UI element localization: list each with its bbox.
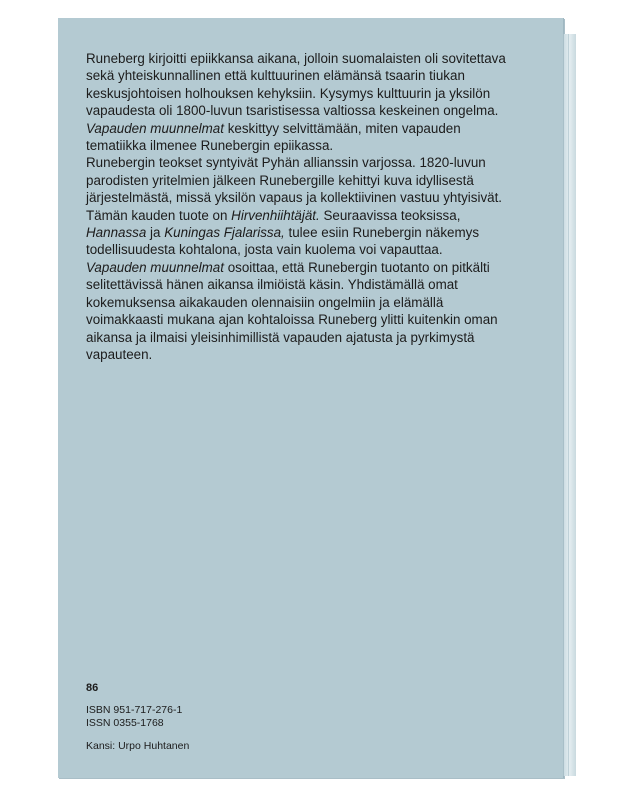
blurb-line: järjestelmästä, missä yksilön vapaus ja kollektiivinen vastuu yhtyisivät. <box>86 190 503 206</box>
book-spine-edge <box>563 34 576 776</box>
work-title: Kuningas Fjalarissa, <box>164 225 285 241</box>
blurb-line: vapaudesta oli 1800-luvun tsaristisessa valtiossa keskeinen ongelma. <box>86 103 499 119</box>
blurb-text: osoittaa, että Runebergin tuotanto on pitkälti <box>223 259 490 275</box>
isbn: ISBN 951-717-276-1 <box>86 704 183 716</box>
blurb-paragraph-1 <box>86 50 548 154</box>
blurb-paragraph-2 <box>86 154 548 363</box>
blurb-line: vapauteen. <box>86 346 153 362</box>
blurb-line: Runebergin teokset syntyivät Pyhän allianssin varjossa. 1820-luvun <box>86 155 486 171</box>
back-cover-blurb <box>86 50 548 363</box>
blurb-line: parodisten yritelmien jälkeen Runebergille kehittyi kuva idyllisestä <box>86 172 474 188</box>
blurb-line: todellisuudesta kohtalona, josta vain kuolema voi vapauttaa. <box>86 242 443 258</box>
work-title: Hannassa <box>86 225 147 241</box>
blurb-line: selitettävissä hänen aikansa ilmiöistä käsin. Yhdistämällä omat <box>86 277 458 293</box>
blurb-text: Seuraavissa teoksissa, <box>319 207 461 223</box>
blurb-text: ja <box>146 225 165 241</box>
blurb-line: tematiikka ilmenee Runebergin epiikassa. <box>86 138 334 154</box>
blurb-line <box>86 259 548 276</box>
blurb-line: keskusjohtoisen holhouksen kehyksiin. Kysymys kulttuurin ja yksilön <box>86 85 491 101</box>
blurb-text: Tämän kauden tuote on <box>86 207 232 223</box>
blurb-line <box>86 207 548 224</box>
blurb-line: Runeberg kirjoitti epiikkansa aikana, jolloin suomalaisten oli sovitettava <box>86 51 506 66</box>
blurb-text: tulee esiin Runebergin näkemys <box>284 225 480 241</box>
blurb-line <box>86 120 548 137</box>
blurb-line: voimakkaasti mukana ajan kohtaloissa Runeberg ylitti kuitenkin oman <box>86 312 498 328</box>
issn: ISSN 0355-1768 <box>86 717 164 729</box>
cover-credit: Kansi: Urpo Huhtanen <box>86 740 190 752</box>
series-number: 86 <box>86 682 99 694</box>
book-title: Vapauden muunnelmat <box>86 120 224 136</box>
blurb-line: sekä yhteiskunnallinen että kulttuurinen elämänsä tsaarin tiukan <box>86 68 465 84</box>
blurb-line: aikansa ja ilmaisi yleisinhimillistä vapauden ajatusta ja pyrkimystä <box>86 329 475 345</box>
blurb-text: keskittyy selvittämään, miten vapauden <box>223 120 461 136</box>
book-title: Vapauden muunnelmat <box>86 259 224 275</box>
blurb-line: kokemuksensa aikakauden olennaisiin ongelmiin ja elämällä <box>86 294 444 310</box>
work-title: Hirvenhiihtäjät. <box>231 207 320 223</box>
blurb-line <box>86 224 548 241</box>
spine-crease <box>568 34 569 776</box>
